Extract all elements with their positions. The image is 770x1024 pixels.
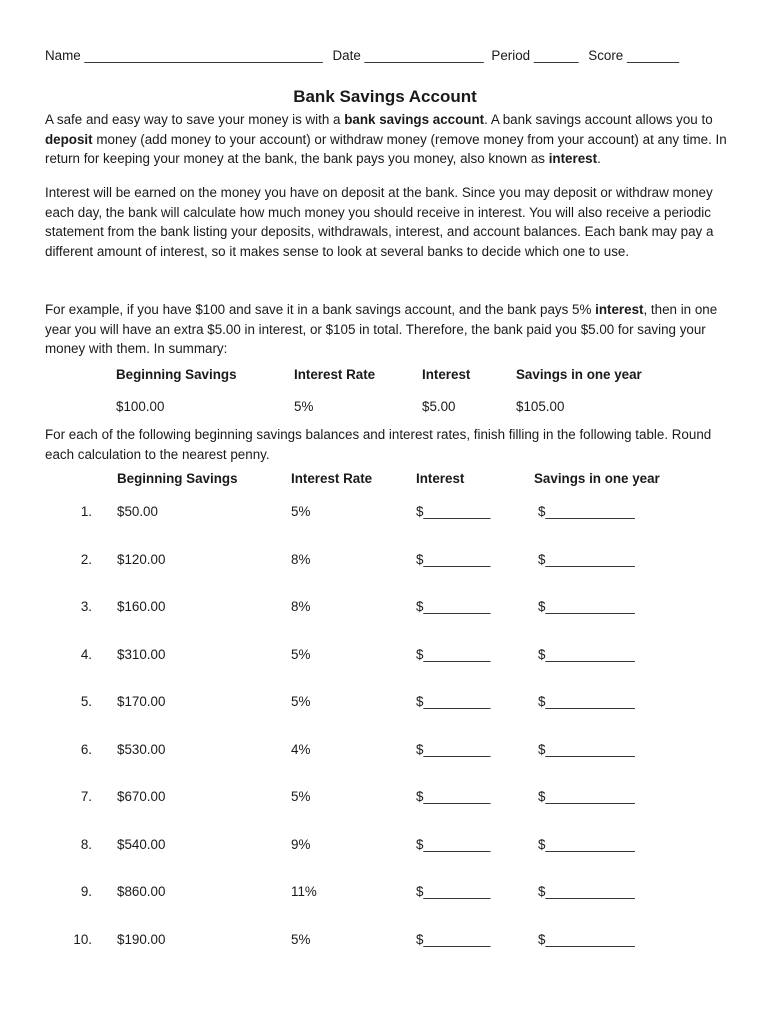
instructions: For each of the following beginning savings balances and interest rates, finish filling in the following table. Round each calculation to the nearest penny. xyxy=(45,427,712,462)
row-interest-rate: 9% xyxy=(291,836,311,852)
row-beginning-savings: $540.00 xyxy=(117,836,166,852)
example-header-rate: Interest Rate xyxy=(294,367,376,382)
row-beginning-savings: $860.00 xyxy=(117,884,166,899)
row-interest-blank[interactable]: $_________ xyxy=(416,741,491,757)
intro-paragraph-2: Interest will be earned on the money you have on deposit at the bank. Since you may deposit or withdraw money each day, the bank will calculate how much money you should receive in interest. You will also receive a periodic statement from the bank listing your deposits, withdrawals, interest, and account balances. Each bank may pay a different amount of interest, so it makes sense to look at several banks to decide which one to use. xyxy=(45,185,714,259)
row-number: 6. xyxy=(80,741,92,757)
row-interest-blank[interactable]: $_________ xyxy=(416,931,491,947)
row-interest-blank[interactable]: $_________ xyxy=(416,551,491,567)
row-interest-rate: 8% xyxy=(291,599,311,614)
row-interest-rate: 5% xyxy=(291,504,311,519)
intro-paragraph-1: A safe and easy way to save your money is with a bank savings account. A bank savings account allows you to deposit money (add money to your account) or withdraw money (remove money from your account) at any time. In return for keeping your money at the bank, the bank pays you money, also known as interest. xyxy=(45,112,727,167)
row-number: 2. xyxy=(80,551,92,567)
intro-paragraph-3: For example, if you have $100 and save it in a bank savings account, and the bank pays 5% interest, then in one year you will have an extra $5.00 in interest, or $105 in total. Therefore, the bank paid you $5.00 for saving your money with them. In summary: xyxy=(45,302,718,357)
term-interest: interest xyxy=(548,151,598,167)
row-beginning-savings: $170.00 xyxy=(117,694,166,709)
row-number: 9. xyxy=(80,884,92,899)
row-savings-blank[interactable]: $____________ xyxy=(538,694,635,709)
row-beginning-savings: $120.00 xyxy=(117,551,166,567)
row-savings-blank[interactable]: $____________ xyxy=(538,599,635,614)
example-header-beginning: Beginning Savings xyxy=(116,367,237,382)
row-number: 4. xyxy=(80,646,92,662)
example-header-savings: Savings in one year xyxy=(516,367,642,382)
page-title: Bank Savings Account xyxy=(293,87,477,106)
example-rate: 5% xyxy=(294,399,314,414)
row-interest-blank[interactable]: $_________ xyxy=(416,646,491,662)
date-field[interactable]: Date ________________ xyxy=(332,48,484,63)
row-savings-blank[interactable]: $____________ xyxy=(538,504,635,519)
example-beginning: $100.00 xyxy=(116,399,165,414)
row-savings-blank[interactable]: $____________ xyxy=(538,646,635,662)
score-field[interactable]: Score _______ xyxy=(588,48,680,63)
row-interest-blank[interactable]: $_________ xyxy=(416,836,491,852)
row-savings-blank[interactable]: $____________ xyxy=(538,836,635,852)
row-savings-blank[interactable]: $____________ xyxy=(538,931,635,947)
example-savings: $105.00 xyxy=(516,399,565,414)
row-savings-blank[interactable]: $____________ xyxy=(538,884,635,899)
row-number: 7. xyxy=(80,789,92,804)
example-interest: $5.00 xyxy=(422,399,456,414)
row-interest-blank[interactable]: $_________ xyxy=(416,694,491,709)
problem-header-interest: Interest xyxy=(416,471,465,486)
row-interest-blank[interactable]: $_________ xyxy=(416,504,491,519)
row-number: 3. xyxy=(80,599,92,614)
row-beginning-savings: $50.00 xyxy=(117,504,158,519)
row-savings-blank[interactable]: $____________ xyxy=(538,789,635,804)
example-header-interest: Interest xyxy=(422,367,471,382)
problem-header-rate: Interest Rate xyxy=(291,471,373,486)
name-field[interactable]: Name ________________________________ xyxy=(45,48,323,63)
term-deposit: deposit xyxy=(45,131,93,147)
row-beginning-savings: $310.00 xyxy=(117,646,166,662)
row-interest-blank[interactable]: $_________ xyxy=(416,599,491,614)
row-beginning-savings: $190.00 xyxy=(117,931,166,947)
row-number: 5. xyxy=(80,694,92,709)
problem-header-beginning: Beginning Savings xyxy=(117,471,238,486)
row-number: 1. xyxy=(80,504,92,519)
row-interest-blank[interactable]: $_________ xyxy=(416,789,491,804)
row-interest-rate: 8% xyxy=(291,551,311,567)
row-interest-blank[interactable]: $_________ xyxy=(416,884,491,899)
row-interest-rate: 4% xyxy=(291,741,311,757)
row-beginning-savings: $530.00 xyxy=(117,741,166,757)
header-line xyxy=(45,48,679,63)
row-interest-rate: 11% xyxy=(291,884,317,899)
row-interest-rate: 5% xyxy=(291,931,311,947)
row-interest-rate: 5% xyxy=(291,789,311,804)
row-savings-blank[interactable]: $____________ xyxy=(538,551,635,567)
row-interest-rate: 5% xyxy=(291,646,311,662)
problem-header-savings: Savings in one year xyxy=(534,471,660,486)
row-savings-blank[interactable]: $____________ xyxy=(538,741,635,757)
row-number: 8. xyxy=(80,836,92,852)
row-number: 10. xyxy=(73,931,92,947)
row-beginning-savings: $160.00 xyxy=(117,599,166,614)
row-interest-rate: 5% xyxy=(291,694,311,709)
term-interest-example: interest xyxy=(595,302,644,317)
period-field[interactable]: Period ______ xyxy=(491,48,579,63)
row-beginning-savings: $670.00 xyxy=(117,789,166,804)
term-bank-savings-account: bank savings account xyxy=(344,112,485,127)
